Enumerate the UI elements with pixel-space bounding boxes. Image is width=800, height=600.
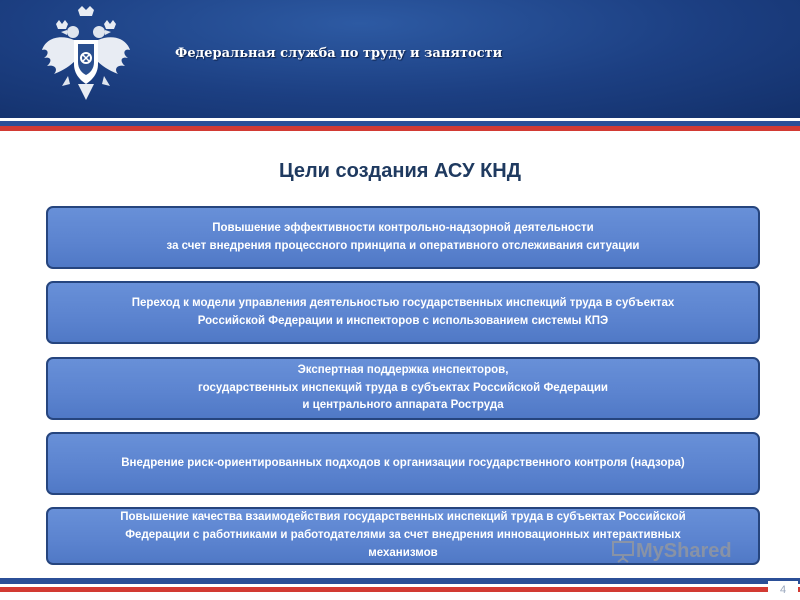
goal-line: Экспертная поддержка инспекторов, [297, 363, 509, 376]
goal-box-4 [46, 432, 760, 495]
goal-line: за счет внедрения процессного принципа и оперативного отслеживания ситуации [166, 239, 640, 252]
goal-box-1 [46, 206, 760, 269]
goal-line: механизмов [368, 546, 438, 559]
header-banner [0, 0, 800, 118]
goal-line: Переход к модели управления деятельностью государственных инспекций труда в субъектах [131, 296, 675, 309]
header-stripe-red [0, 126, 800, 131]
slide-title: Цели создания АСУ КНД [279, 160, 521, 182]
watermark [610, 538, 732, 564]
organization-name: Федеральная служба по труду и занятости [175, 46, 503, 61]
goal-line: Внедрение риск-ориентированных подходов к организации государственного контроля (надзора) [121, 456, 685, 469]
goal-box-2 [46, 281, 760, 344]
watermark-text: MyShared [636, 539, 732, 562]
goal-line: государственных инспекций труда в субъектах Российской Федерации [198, 381, 608, 394]
presentation-board-icon [610, 538, 636, 564]
goal-box-3 [46, 357, 760, 420]
goal-line: и центрального аппарата Роструда [302, 399, 504, 412]
footer-stripe-red [0, 587, 800, 592]
goal-line: Российской Федерации и инспекторов с использованием системы КПЭ [197, 314, 609, 327]
page-number: 4 [768, 581, 798, 599]
goal-line: Федерации с работниками и работодателями за счет внедрения инновационных интерактивных [125, 529, 681, 542]
double-headed-eagle-emblem-icon [38, 4, 134, 108]
goal-line: Повышение эффективности контрольно-надзорной деятельности [212, 221, 594, 234]
goal-line: Повышение качества взаимодействия государственных инспекций труда в субъектах Российской [120, 511, 686, 524]
